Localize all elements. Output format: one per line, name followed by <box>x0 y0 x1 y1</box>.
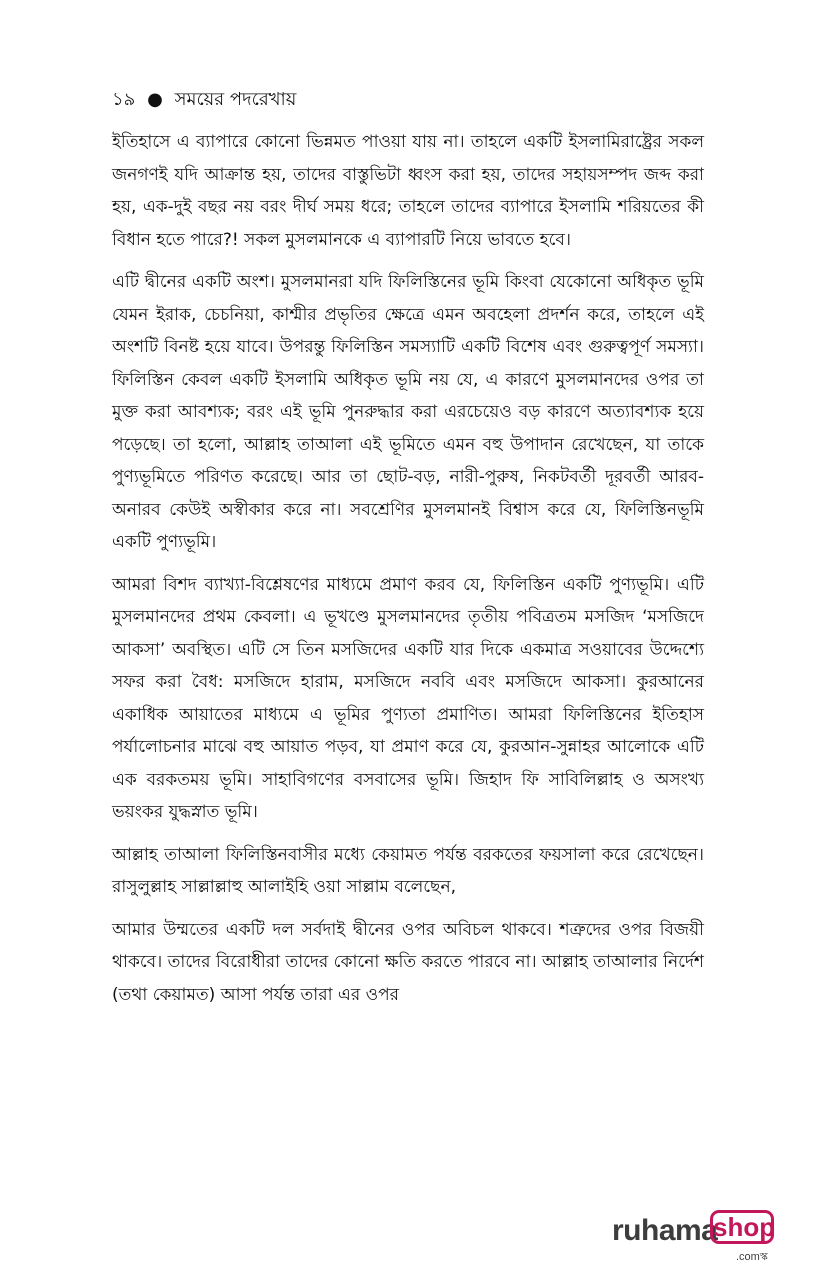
paragraph-5-hadith: আমার উম্মতের একটি দল সর্বদাই দ্বীনের ওপর অবিচল থাকবে। শত্রুদের ওপর বিজয়ী থাকবে। তাদের বিরোধীরা তাদের কোনো ক্ষতি করতে পারবে না। আল্লাহ তাআলার নির্দেশ (তথা কেয়ামত) আসা পর্যন্ত তারা এর ওপর <box>112 919 704 1005</box>
logo-text-ruhama: ruhama <box>612 1214 718 1247</box>
ruhamashop-logo <box>612 1208 782 1264</box>
paragraph-3: আমরা বিশদ ব্যাখ্যা-বিশ্লেষণের মাধ্যমে প্রমাণ করব যে, ফিলিস্তিন একটি পুণ্যভূমি। এটি মুসলমানদের প্রথম কেবলা। এ ভূখণ্ডে মুসলমানদের তৃতীয় পবিত্রতম মসজিদ ‘মসজিদে আকসা’ অবস্থিত। এটি সে তিন মসজিদের একটি যার দিকে একমাত্র সওয়াবের উদ্দেশ্যে সফর করা বৈধ: মসজিদে হারাম, মসজিদে নববি এবং মসজিদে আকসা। কুরআনের একাধিক আয়াতের মাধ্যমে এ ভূমির পুণ্যতা প্রমাণিত। আমরা ফিলিস্তিনের ইতিহাস পর্যালোচনার মাঝে বহু আয়াত পড়ব, যা প্রমাণ করে যে, কুরআন-সুন্নাহর আলোকে এটি এক বরকতময় ভূমি। সাহাবিগণের বসবাসের ভূমি। জিহাদ ফি সাবিলিল্লাহ ও অসংখ্য ভয়ংকর যুদ্ধস্নাত ভূমি। <box>112 574 704 822</box>
bullet-icon: ● <box>147 89 163 110</box>
paragraph-4: আল্লাহ তাআলা ফিলিস্তিনবাসীর মধ্যে কেয়ামত পর্যন্ত বরকতের ফয়সালা করে রেখেছেন। রাসুলুল্লাহ সাল্লাল্লাহু আলাইহি ওয়া সাল্লাম বলেছেন, <box>112 844 704 897</box>
logo-text-shop: shop <box>713 1212 776 1242</box>
paragraph-1: ইতিহাসে এ ব্যাপারে কোনো ভিন্নমত পাওয়া যায় না। তাহলে একটি ইসলামিরাষ্ট্রের সকল জনগণই যদি আক্রান্ত হয়, তাদের বাস্তুভিটা ধ্বংস করা হয়, তাদের সহায়সম্পদ জব্দ করা হয়, এক-দুই বছর নয় বরং দীর্ঘ সময় ধরে; তাহলে তাদের ব্যাপারে ইসলামি শরিয়তের কী বিধান হতে পারে?! সকল মুসলমানকে এ ব্যাপারটি নিয়ে ভাবতে হবে। <box>112 132 704 250</box>
book-title: সময়ের পদরেখায় <box>174 89 297 110</box>
logo-text-domain: .comস্ক <box>736 1251 768 1263</box>
book-page <box>112 88 704 1021</box>
running-header <box>112 88 704 112</box>
page-number: ১৯ <box>112 89 136 110</box>
paragraph-2: এটি দ্বীনের একটি অংশ। মুসলমানরা যদি ফিলিস্তিনের ভূমি কিংবা যেকোনো অধিকৃত ভূমি যেমন ইরাক, চেচনিয়া, কাশ্মীর প্রভৃতির ক্ষেত্রে এমন অবহেলা প্রদর্শন করে, তাহলে এই অংশটি বিনষ্ট হয়ে যাবে। উপরন্তু ফিলিস্তিন সমস্যাটি একটি বিশেষ এবং গুরুত্বপূর্ণ সমস্যা। ফিলিস্তিন কেবল একটি ইসলামি অধিকৃত ভূমি নয় যে, এ কারণে মুসলমানদের ওপর তা মুক্ত করা আবশ্যক; বরং এই ভূমি পুনরুদ্ধার করা এরচেয়েও বড় কারণে অত্যাবশ্যক হয়ে পড়েছে। তা হলো, আল্লাহ তাআলা এই ভূমিতে এমন বহু উপাদান রেখেছেন, যা তাকে পুণ্যভূমিতে পরিণত করেছে। আর তা ছোট-বড়, নারী-পুরুষ, নিকটবর্তী দূরবর্তী আরব-অনারব কেউই অস্বীকার করে না। সবশ্রেণির মুসলমানই বিশ্বাস করে যে, ফিলিস্তিনভূমি একটি পুণ্যভূমি। <box>112 272 704 552</box>
